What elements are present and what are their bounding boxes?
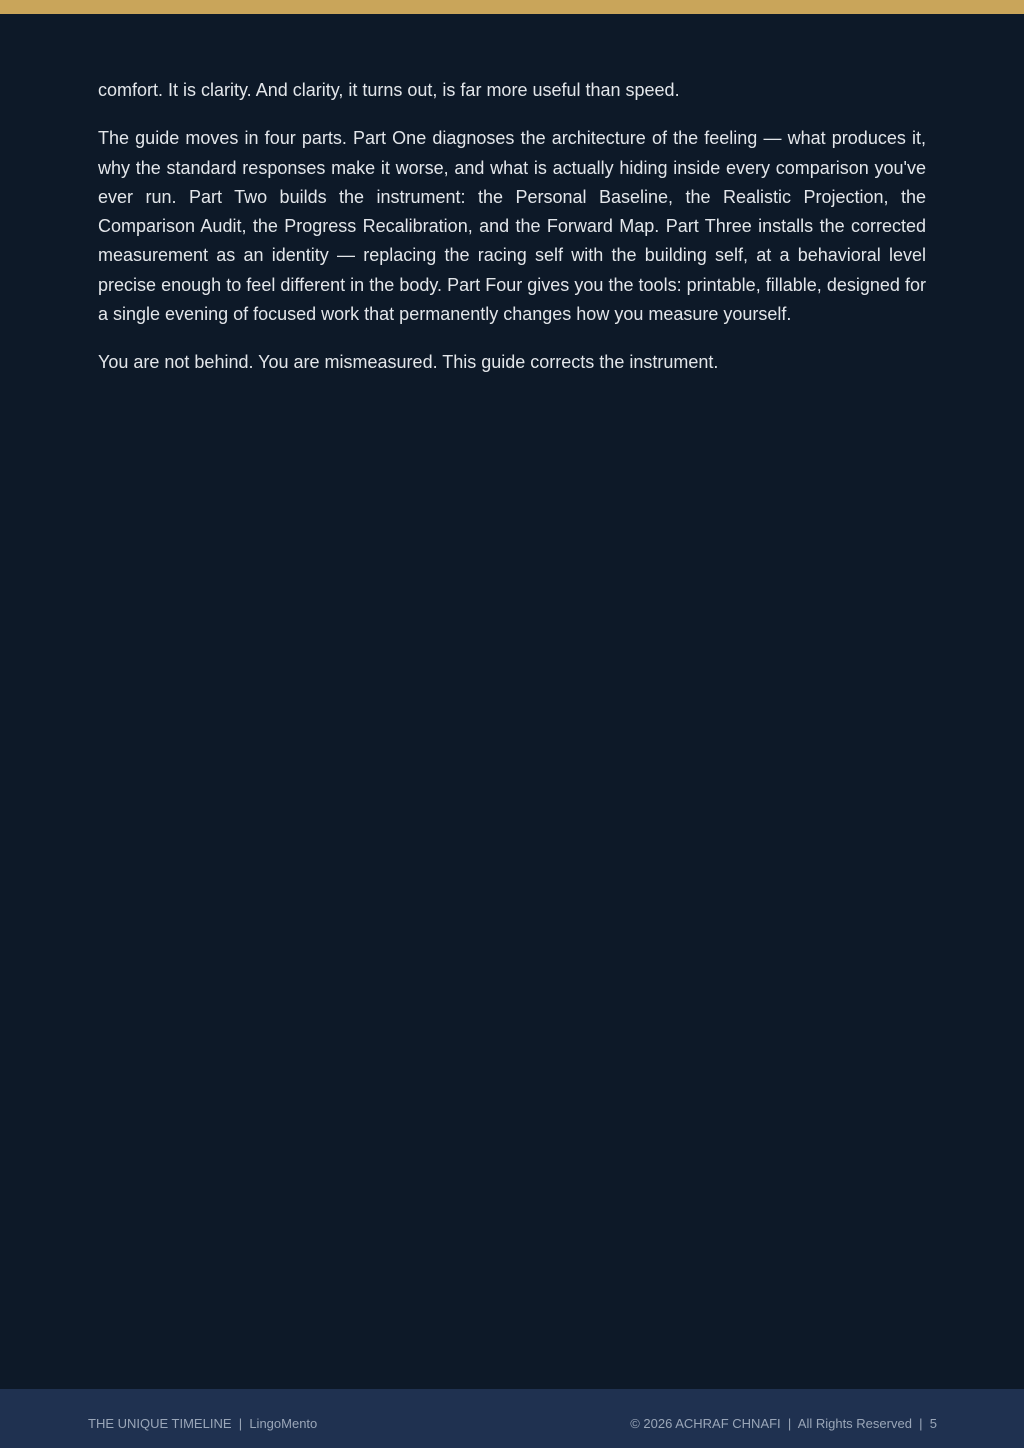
paragraph-1: comfort. It is clarity. And clarity, it turns out, is far more useful than speed. (98, 80, 680, 100)
footer-copyright-page-number: © 2026 ACHRAF CHNAFI | All Rights Reserved | 5 (630, 1416, 937, 1431)
footer-title: THE UNIQUE TIMELINE | LingoMento (88, 1416, 318, 1431)
paragraph-2: The guide moves in four parts. Part One diagnoses the architecture of the feeling — what produces it, why the standard responses make it worse, and what is actually hiding inside every comparison you've ever run. Part Two builds the instrument: the Personal Baseline, the Realistic Projection, the Comparison Audit, the Progress Recalibration, and the Forward Map. Part Three installs the corrected measurement as an identity — replacing the racing self with the building self, at a behavioral level precise enough to feel different in the body. Part Four gives you the tools: printable, fillable, designed for a single evening of focused work that permanently changes how you measure yourself. (98, 128, 926, 325)
page-footer (0, 1389, 1024, 1448)
page-body (98, 76, 926, 397)
top-accent-bar (0, 0, 1024, 14)
paragraph-3: You are not behind. You are mismeasured. This guide corrects the instrument. (98, 352, 719, 373)
